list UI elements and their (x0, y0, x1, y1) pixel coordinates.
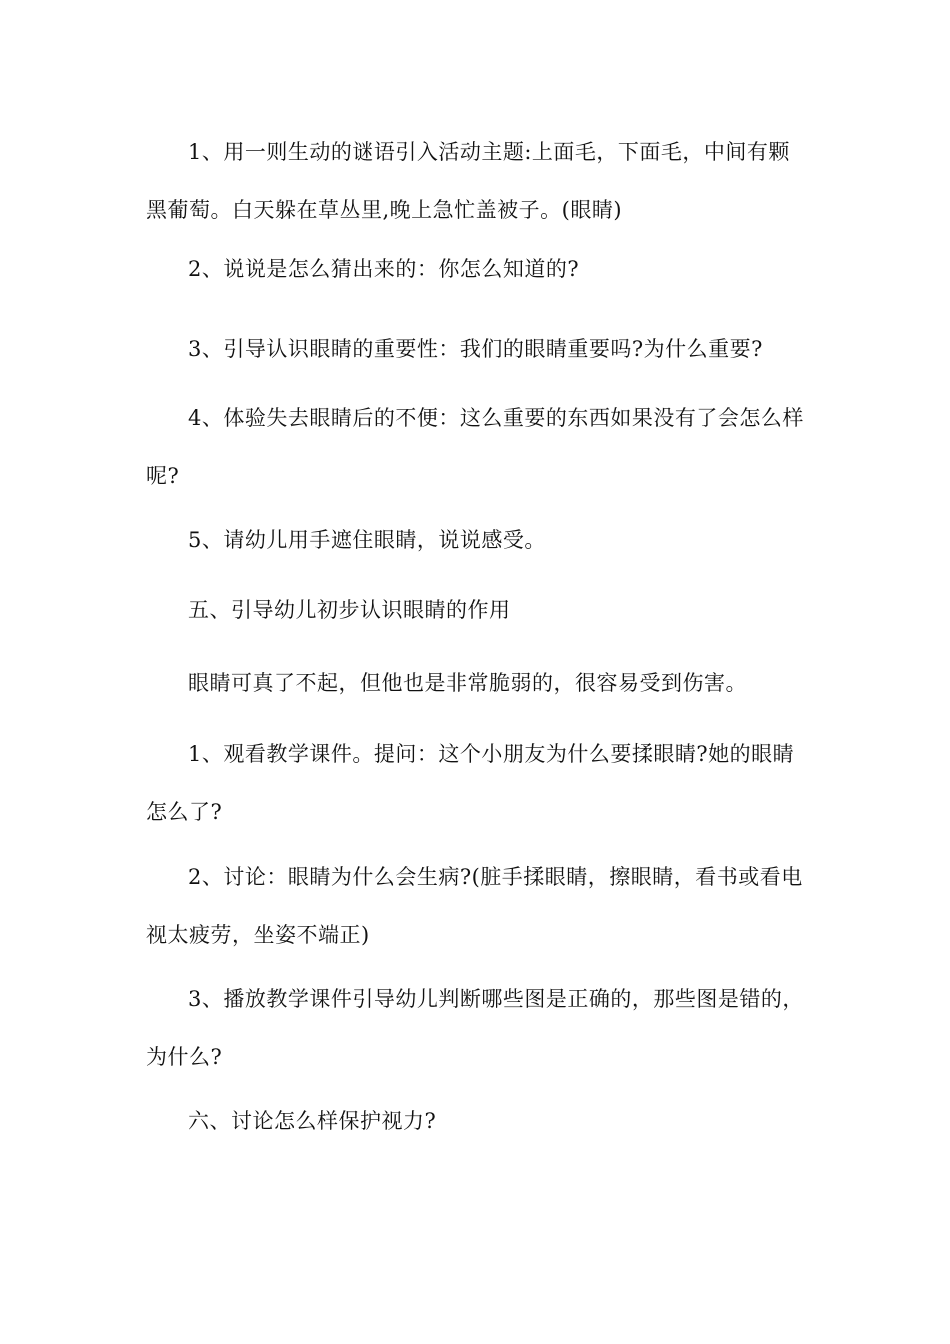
paragraph-eyes-fragile: 眼睛可真了不起，但他也是非常脆弱的，很容易受到伤害。 (188, 671, 747, 695)
paragraph-lose-eyes: 4、体验失去眼睛后的不便：这么重要的东西如果没有了会怎么样呢? (146, 406, 804, 488)
paragraph-eye-importance: 3、引导认识眼睛的重要性：我们的眼睛重要吗?为什么重要? (188, 337, 763, 361)
paragraph-cover-eyes: 5、请幼儿用手遮住眼睛，说说感受。 (188, 528, 546, 552)
paragraph-watch-courseware: 1、观看教学课件。提问：这个小朋友为什么要揉眼睛?她的眼睛怎么了? (146, 742, 795, 824)
paragraph-riddle-intro: 1、用一则生动的谜语引入活动主题:上面毛，下面毛，中间有颗黑葡萄。白天躲在草丛里,晚上急忙盖被子。(眼睛) (146, 140, 790, 222)
paragraph-discussion: 2、讨论：眼睛为什么会生病?(脏手揉眼睛，擦眼睛，看书或看电视太疲劳，坐姿不端正) (146, 865, 803, 947)
section-heading-six: 六、讨论怎么样保护视力? (188, 1109, 437, 1133)
paragraph-how-guessed: 2、说说是怎么猜出来的：你怎么知道的? (188, 257, 580, 281)
paragraph-judge-pictures: 3、播放教学课件引导幼儿判断哪些图是正确的，那些图是错的，为什么? (146, 987, 804, 1069)
section-heading-five: 五、引导幼儿初步认识眼睛的作用 (188, 598, 511, 622)
